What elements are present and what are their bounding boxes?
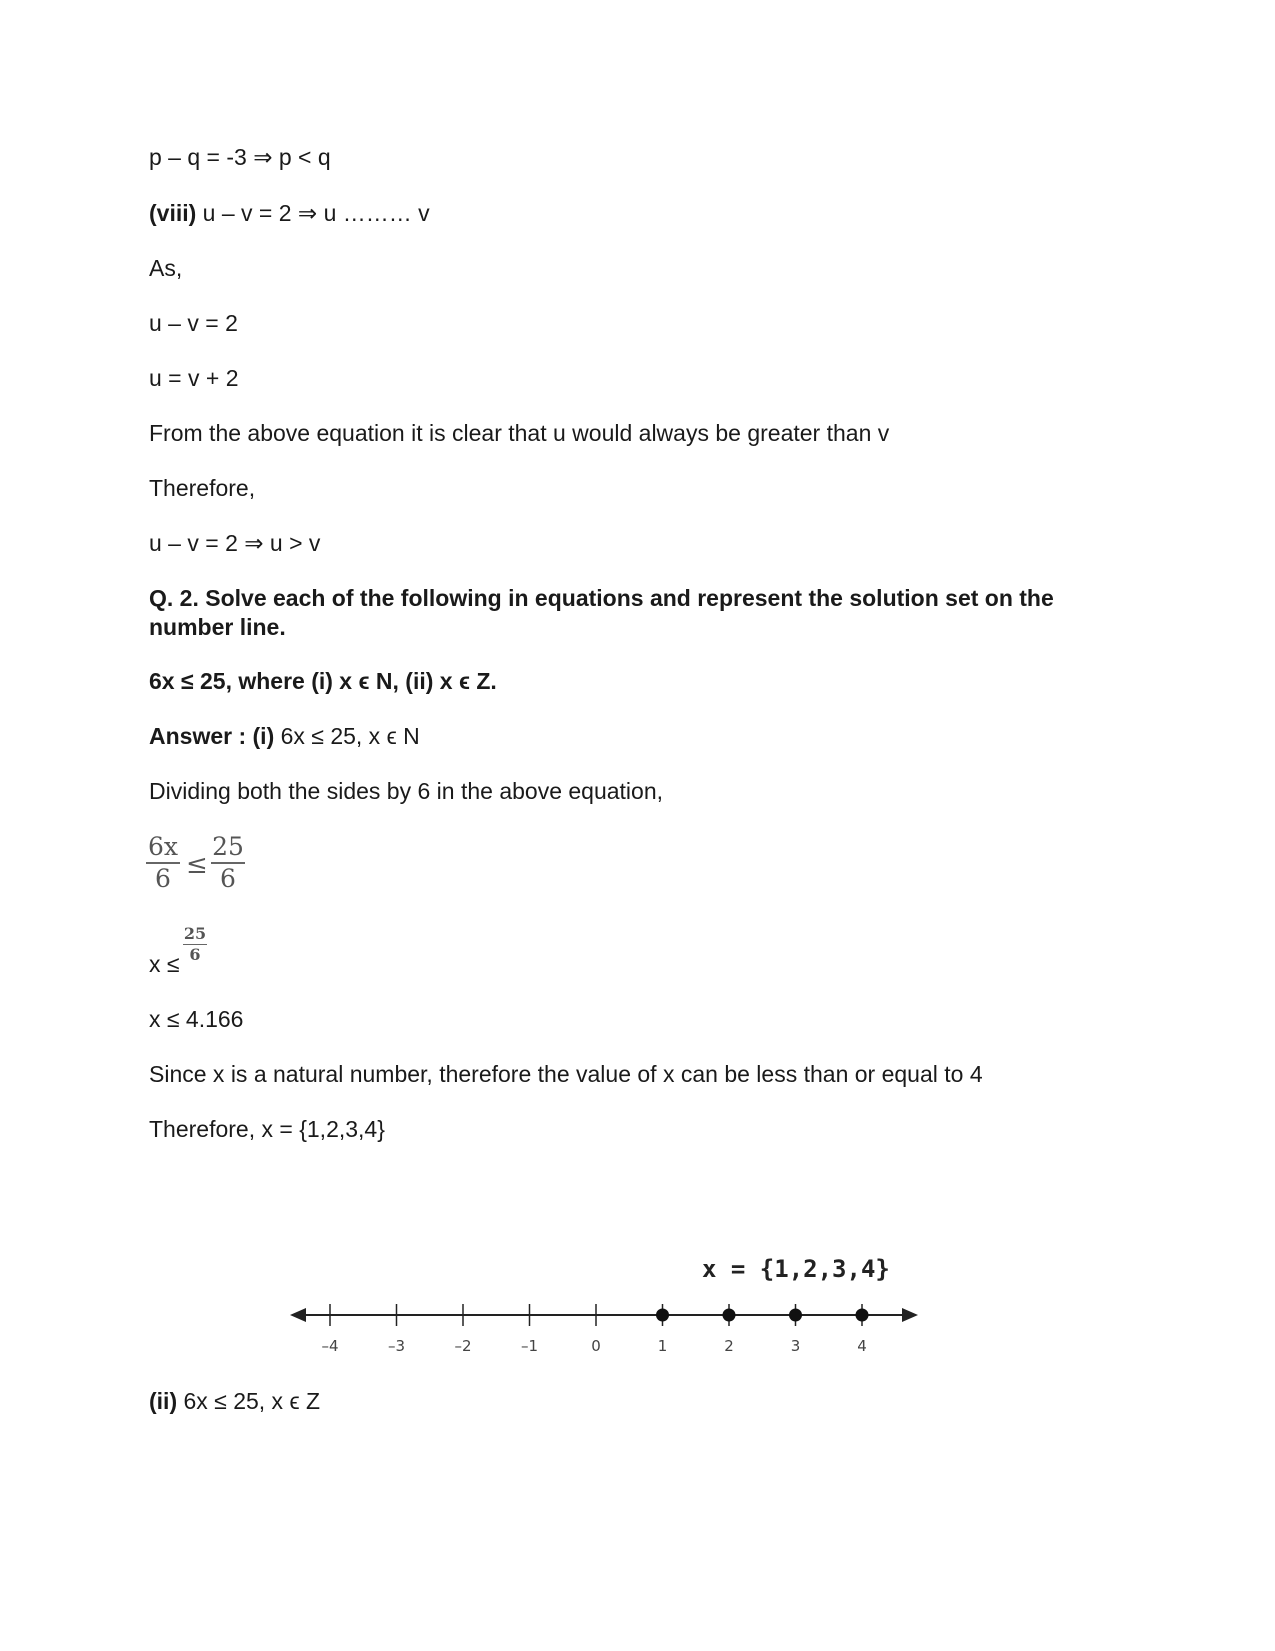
fraction-left-denominator: 6 [155,864,171,893]
solution-point [856,1309,869,1322]
x-leq-value: x ≤ 4.166 [149,1006,244,1032]
tick-label: –3 [387,1337,406,1355]
number-line-figure [290,1245,930,1370]
question-heading: Q. 2. Solve each of the following in equations and represent the solution set on the number line. [149,585,1054,640]
line-result: u – v = 2 ⇒ u > v [149,530,321,556]
since-text: Since x is a natural number, therefore the value of x can be less than or equal to 4 [149,1061,983,1087]
small-fraction-denominator: 6 [189,945,201,964]
line-u-equals: u = v + 2 [149,365,239,391]
line-viii [149,199,430,227]
solution-point [723,1309,736,1322]
part-viii-label: (viii) [149,200,197,226]
therefore-set: Therefore, x = {1,2,3,4} [149,1116,385,1142]
leq-symbol: ≤ [186,850,208,880]
fraction-right-numerator: 25 [212,832,244,861]
part-viii-text: u – v = 2 ⇒ u ……… v [196,200,430,226]
line-p-minus-q: p – q = -3 ⇒ p < q [149,144,331,170]
question-subheading: 6x ≤ 25, where (i) x ϵ N, (ii) x ϵ Z. [149,668,497,694]
tick-label: –4 [321,1337,339,1355]
tick-label: –1 [520,1337,539,1355]
dividing-text: Dividing both the sides by 6 in the above equation, [149,778,664,804]
line-conclusion: From the above equation it is clear that u would always be greater than v [149,420,890,446]
fraction-right [211,832,245,894]
small-fraction-numerator: 25 [183,924,207,943]
tick-label: 4 [857,1337,867,1355]
x-leq-prefix: x ≤ [149,951,180,977]
fraction-left [146,832,180,894]
solution-point [656,1309,669,1322]
number-line-title: x = {1,2,3,4} [702,1255,890,1283]
number-line-marks [321,1304,868,1355]
tick-label: 0 [591,1337,601,1355]
small-fraction [183,924,207,965]
line-u-minus-v: u – v = 2 [149,310,238,336]
solution-point [789,1309,802,1322]
tick-label: 1 [657,1337,668,1355]
number-line-svg [290,1245,930,1365]
right-arrow-icon [902,1308,918,1322]
tick-label: 3 [790,1337,801,1355]
answer-statement: 6x ≤ 25, x ϵ N [274,723,420,749]
line-as: As, [149,255,183,281]
fraction-right-denominator: 6 [220,864,236,893]
answer-label: Answer : (i) [149,723,275,749]
fraction-left-numerator: 6x [147,832,178,861]
part-ii-line [149,1387,320,1415]
answer-line [149,722,420,750]
part-ii-label: (ii) [149,1388,178,1414]
part-ii-statement: 6x ≤ 25, x ϵ Z [177,1388,321,1414]
left-arrow-icon [290,1308,306,1322]
line-therefore: Therefore, [149,475,256,501]
tick-label: 2 [724,1337,734,1355]
tick-label: –2 [454,1337,472,1355]
